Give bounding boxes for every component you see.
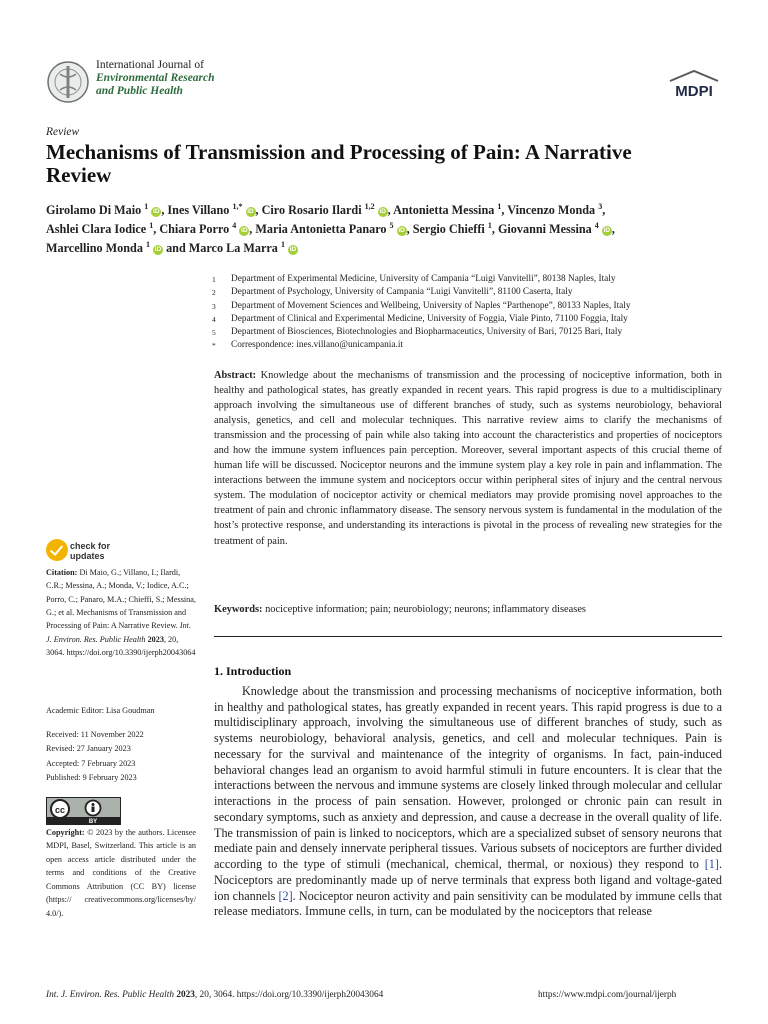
footer-journal-url[interactable]: https://www.mdpi.com/journal/ijerph xyxy=(538,990,677,1000)
revised-date: Revised: 27 January 2023 xyxy=(46,744,131,753)
section-heading-introduction: 1. Introduction xyxy=(214,664,292,678)
journal-name xyxy=(96,59,215,98)
cc-by-label: BY xyxy=(88,819,98,824)
journal-name-line1: International Journal of xyxy=(96,59,204,71)
check-for-updates-button[interactable] xyxy=(46,539,136,565)
citation-text: Di Maio, G.; Villano, I.; Ilardi, C.R.; Messina, A.; Monda, V.; Iodice, A.C.; Porro, C.; Panaro, M.A.; Chieffi, S.; Messina, G.; et al. Mechanisms of Transmission and Processing of Pain: A Narrative Review. xyxy=(46,568,196,631)
affiliations xyxy=(212,273,732,353)
academic-editor: Academic Editor: Lisa Goudman xyxy=(46,706,155,715)
journal-name-line2: Environmental Research xyxy=(96,72,215,84)
citation-ref-2[interactable]: [2] xyxy=(278,888,293,903)
orcid-icon[interactable]: iD xyxy=(154,246,162,254)
cc-icon: cc xyxy=(54,805,66,815)
abstract xyxy=(214,368,722,549)
affiliation-item: 5 Department of Biosciences, Biotechnologies and Biopharmaceutics, University of Bari, 70125 Bari, Italy xyxy=(212,327,623,338)
check-updates-line2: updates xyxy=(70,551,105,561)
mdpi-logo xyxy=(666,69,722,101)
orcid-icon[interactable]: iD xyxy=(289,246,297,254)
authors-line-3: Marcellino Monda $^1$ iD and Marco La Marra $^1$ iD xyxy=(46,240,297,256)
abstract-text: Knowledge about the mechanisms of transmission and the processing of nociceptive information, both in healthy and pathological states, has greatly expanded in recent years. This rapid progress is due to a multidisciplinary approach involving the simultaneous use of different branches of study, such as systems neurobiology, behavioral analysis, genetics, and cell and molecular techniques. This narrative review aims to clarify the mechanisms of transmission and the processing of pain while also taking into account the characteristics and properties of nociceptors and how the immune system influences pain perception. Moreover, several important aspects of this crucial theme of human life will be discussed. Nociceptor neurons and the immune system play a key role in pain and inflammation. The interactions between the immune system and nociceptors occur within peripheral sites of injury and the central nervous system. The modulation of nociceptor activity or chemical mediators may provide promising novel approaches to the treatment of pain and chronic inflammatory disease. The sensory nervous system is fundamental in the modulation of the host’s protective response, and understanding its interactions is pivotal in the process of revealing new strategies for the treatment of pain. xyxy=(214,370,722,547)
footer-year: 2023 xyxy=(176,990,195,1000)
citation-ref-1[interactable]: [1] xyxy=(704,857,719,872)
abstract-label: Abstract: xyxy=(214,370,257,381)
copyright-label: Copyright: xyxy=(46,828,85,837)
citation-label: Citation: xyxy=(46,568,78,577)
authors-line-2: Ashlei Clara Iodice $^1$, Chiara Porro $^4$ iD , Maria Antonietta Panaro $^5$ iD , Sergio Chieffi $^1$, Giovanni Messina $^4$ iD , xyxy=(46,221,615,237)
introduction-body xyxy=(214,684,722,920)
affiliation-item: 1 Department of Experimental Medicine, University of Campania “Luigi Vanvitelli”, 80138 Naples, Italy xyxy=(212,274,616,284)
copyright-block xyxy=(46,826,196,920)
divider xyxy=(214,636,722,637)
correspondence: * Correspondence: ines.villano@unicampania.it xyxy=(212,340,403,351)
authors-line-1: Girolamo Di Maio $^1$ iD , Ines Villano $^{1,*}$ iD , Ciro Rosario Ilardi $^{1,2}$ iD , Antonietta Messina $^1$, Vincenzo Monda $^3$, xyxy=(46,202,606,218)
footer-citation xyxy=(46,990,383,1000)
citation-journal: Int. J. Environ. Res. Public Health xyxy=(46,621,192,644)
keywords xyxy=(214,602,722,617)
article-type: Review xyxy=(46,126,80,138)
affiliation-item: 4 Department of Clinical and Experimental Medicine, University of Foggia, Viale Pinto, 71100 Foggia, Italy xyxy=(212,313,628,324)
copyright-text: © 2023 by the authors. Licensee MDPI, Basel, Switzerland. This article is an open access article distributed under the terms and conditions of the Creative Commons Attribution (CC BY) license (https:// creativecommons.org/licenses/by/ 4.0/). xyxy=(46,828,197,918)
orcid-icon[interactable]: iD xyxy=(379,208,386,216)
orcid-icon[interactable]: iD xyxy=(398,227,405,235)
orcid-icon[interactable]: iD xyxy=(247,208,254,216)
author-list xyxy=(46,199,706,256)
check-updates-line1: check for xyxy=(70,541,111,551)
keywords-label: Keywords: xyxy=(214,604,263,615)
footer-doi[interactable]: , 20, 3064. https://doi.org/10.3390/ijerph20043064 xyxy=(194,990,384,1000)
orcid-icon[interactable]: iD xyxy=(603,227,611,235)
article-title: Mechanisms of Transmission and Processing of Pain: A Narrative Review xyxy=(46,140,632,187)
citation-year: 2023 xyxy=(147,634,164,644)
accepted-date: Accepted: 7 February 2023 xyxy=(46,759,136,768)
mdpi-logo-text: MDPI xyxy=(675,83,713,100)
received-date: Received: 11 November 2022 xyxy=(46,730,144,739)
keywords-text: nociceptive information; pain; neurobiology; neurons; inflammatory diseases xyxy=(265,604,586,615)
published-date: Published: 9 February 2023 xyxy=(46,773,137,782)
citation-doi[interactable]: , 20, 3064. https://doi.org/10.3390/ijerph20043064 xyxy=(46,634,196,658)
affiliation-item: 3 Department of Movement Sciences and Wellbeing, University of Naples “Parthenope”, 80133 Naples, Italy xyxy=(212,300,631,311)
citation-block xyxy=(46,566,196,659)
orcid-icon[interactable]: iD xyxy=(241,227,248,235)
journal-logo xyxy=(46,60,90,104)
journal-name-line3: and Public Health xyxy=(96,85,183,97)
orcid-icon[interactable]: iD xyxy=(153,208,160,216)
cc-by-license-badge[interactable] xyxy=(46,797,121,825)
checkmark-icon xyxy=(46,539,68,561)
footer-journal: Int. J. Environ. Res. Public Health xyxy=(46,990,174,1000)
affiliation-item: 2 Department of Psychology, University of Campania “Luigi Vanvitelli”, 81100 Caserta, Italy xyxy=(212,287,573,298)
introduction-paragraph: Knowledge about the transmission and processing mechanisms of nociceptive information, both in healthy and pathological states, has greatly expanded in recent years. This rapid progress is due to a multidisciplinary approach, involving the simultaneous use of different branches of study, such as systems neurobiology, behavioral analysis, genetics, and cell and molecular techniques. Pain is necessary for the survival and maintenance of the integrity of organisms. In fact, pain-induced behavioral changes lead an organism to avoid harmful stimuli in future encounters. It is clear that the interactions between the nervous and immune systems are closely linked through molecular and cellular interactions in the process of pain sensation. However, prolonged or chronic pain can result in secondary symptoms, such as anxiety and depression, and cause a decrease in the overall quality of life. The transmission of pain is linked to nociceptors, which are a specialized subset of sensory neurons that mediate pain and densely innervate peripheral tissues. Various subsets of nociceptors are further divided according to the type of stimuli (mechanical, chemical, thermal, or noxious) they respond to [1]. Nociceptors are predominantly made up of nerve terminals that express both ligand and voltage-gated ion channels [2]. Nociceptor neuron activity and pain sensitivity can be modulated by immune cells that release mediators. Immune cells, in turn, can be modulated by the nociceptors that release xyxy=(214,684,723,919)
